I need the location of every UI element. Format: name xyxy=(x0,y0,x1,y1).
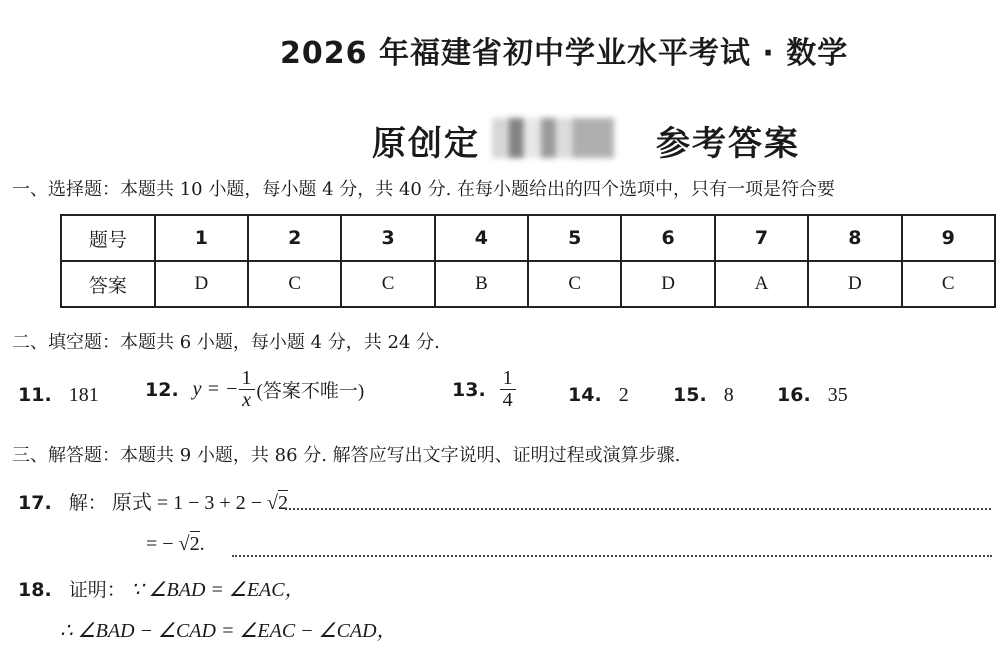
answer-value: 181 xyxy=(68,384,99,406)
question-number: 15. xyxy=(673,384,707,406)
period: . xyxy=(199,533,205,555)
answer-value: 2 xyxy=(618,384,629,406)
question-number-cell: 8 xyxy=(808,215,901,261)
table-row-answers xyxy=(61,261,995,307)
answer-note: (答案不唯一) xyxy=(256,381,365,402)
question-number-cell: 5 xyxy=(528,215,621,261)
dot-leader xyxy=(232,555,992,557)
answer-table xyxy=(60,214,996,308)
sqrt-sign: √ xyxy=(178,533,190,555)
sqrt-sign: √ xyxy=(267,492,278,514)
answer-expression: y = − xyxy=(192,378,239,400)
answer-14 xyxy=(568,384,629,407)
redacted-area xyxy=(492,118,614,158)
answer-cell: D xyxy=(155,261,248,307)
denominator: 4 xyxy=(502,389,513,411)
subtitle-right: 参考答案 xyxy=(656,124,800,164)
answer-cell: B xyxy=(435,261,528,307)
question-number: 16. xyxy=(777,384,811,406)
section-2-heading: 二、填空题：本题共 6 小题，每小题 4 分，共 24 分. xyxy=(12,332,440,353)
answer-value: 35 xyxy=(827,384,848,406)
question-number: 11. xyxy=(18,384,52,406)
solution-18-line-1 xyxy=(18,573,305,602)
question-number: 17. xyxy=(18,492,52,514)
question-number-cell: 4 xyxy=(435,215,528,261)
question-number-cell: 1 xyxy=(155,215,248,261)
question-number: 18. xyxy=(18,579,52,601)
fraction xyxy=(239,368,255,411)
table-row-header: 题号 xyxy=(61,215,155,261)
answer-cell: D xyxy=(808,261,901,307)
answer-cell: C xyxy=(902,261,995,307)
answer-cell: C xyxy=(248,261,341,307)
answer-cell: C xyxy=(341,261,434,307)
question-number-cell: 2 xyxy=(248,215,341,261)
proof-statement: ∴ ∠BAD − ∠CAD = ∠EAC − ∠CAD， xyxy=(60,620,397,642)
section-3-heading: 三、解答题：本题共 9 小题，共 86 分. 解答应写出文字说明、证明过程或演算步骤. xyxy=(12,445,681,466)
fraction xyxy=(500,368,516,411)
answer-16 xyxy=(777,384,848,407)
question-number-cell: 6 xyxy=(621,215,714,261)
question-number-cell: 3 xyxy=(341,215,434,261)
answer-cell: D xyxy=(621,261,714,307)
dot-leader xyxy=(285,508,991,510)
sqrt-radicand: 2 xyxy=(189,533,200,555)
answer-12 xyxy=(145,368,364,411)
solution-expression: = − xyxy=(146,533,174,555)
proof-label: 证明： xyxy=(68,579,126,601)
solution-18-line-2 xyxy=(60,614,397,643)
sqrt-radicand: 2 xyxy=(277,492,288,514)
exam-title: 2026 年福建省初中学业水平考试 · 数学 xyxy=(280,36,849,71)
numerator: 1 xyxy=(500,368,516,390)
question-number-cell: 9 xyxy=(902,215,995,261)
proof-statement: ∵ ∠BAD = ∠EAC， xyxy=(130,579,305,601)
question-number-cell: 7 xyxy=(715,215,808,261)
denominator: x xyxy=(242,389,251,411)
subtitle-left: 原创定 xyxy=(372,124,480,164)
question-number: 13. xyxy=(452,378,486,401)
answer-13 xyxy=(452,368,516,411)
answer-value: 8 xyxy=(723,384,734,406)
answer-cell: C xyxy=(528,261,621,307)
question-number: 14. xyxy=(568,384,602,406)
section-1-heading: 一、选择题：本题共 10 小题，每小题 4 分，共 40 分. 在每小题给出的四个选项中，只有一项是符合要 xyxy=(12,179,836,200)
table-row-header: 答案 xyxy=(61,261,155,307)
solution-label: 解： xyxy=(68,492,107,514)
solution-expression: 原式 = 1 − 3 + 2 − xyxy=(111,492,267,514)
question-number: 12. xyxy=(145,378,179,401)
table-row-question-numbers xyxy=(61,215,995,261)
solution-17-line-2 xyxy=(146,533,205,556)
answer-11 xyxy=(18,384,99,407)
answer-15 xyxy=(673,384,734,407)
solution-17-line-1 xyxy=(18,486,288,515)
answer-cell: A xyxy=(715,261,808,307)
numerator: 1 xyxy=(239,368,255,390)
